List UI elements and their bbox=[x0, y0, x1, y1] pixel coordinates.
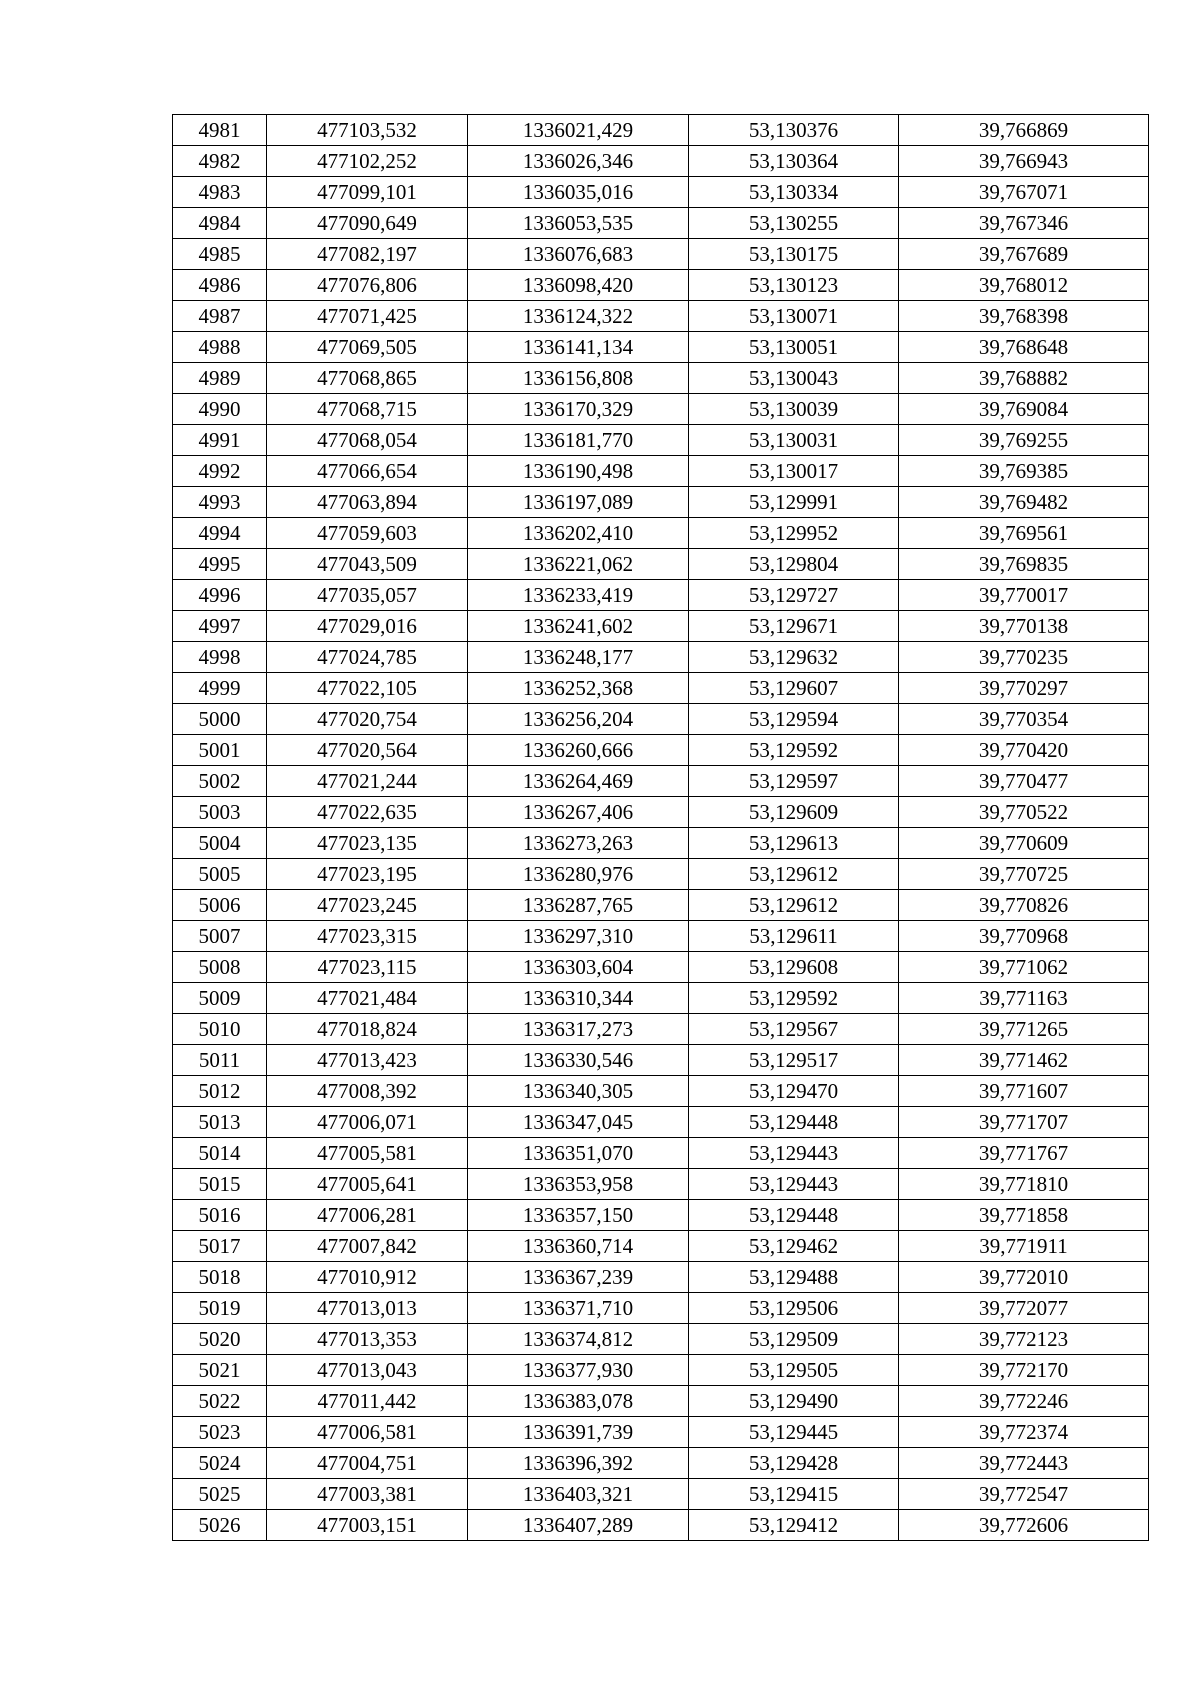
point-number-cell: 5024 bbox=[173, 1448, 267, 1479]
latitude-cell: 53,129470 bbox=[689, 1076, 899, 1107]
latitude-cell: 53,129804 bbox=[689, 549, 899, 580]
x-coordinate-cell: 477024,785 bbox=[267, 642, 468, 673]
y-coordinate-cell: 1336256,204 bbox=[468, 704, 689, 735]
latitude-cell: 53,129517 bbox=[689, 1045, 899, 1076]
longitude-cell: 39,768398 bbox=[899, 301, 1149, 332]
y-coordinate-cell: 1336156,808 bbox=[468, 363, 689, 394]
point-number-cell: 4995 bbox=[173, 549, 267, 580]
longitude-cell: 39,770235 bbox=[899, 642, 1149, 673]
y-coordinate-cell: 1336170,329 bbox=[468, 394, 689, 425]
longitude-cell: 39,772123 bbox=[899, 1324, 1149, 1355]
table-row bbox=[173, 239, 1149, 270]
y-coordinate-cell: 1336202,410 bbox=[468, 518, 689, 549]
longitude-cell: 39,769561 bbox=[899, 518, 1149, 549]
x-coordinate-cell: 477018,824 bbox=[267, 1014, 468, 1045]
point-number-cell: 5002 bbox=[173, 766, 267, 797]
point-number-cell: 5010 bbox=[173, 1014, 267, 1045]
x-coordinate-cell: 477022,105 bbox=[267, 673, 468, 704]
latitude-cell: 53,129592 bbox=[689, 735, 899, 766]
y-coordinate-cell: 1336330,546 bbox=[468, 1045, 689, 1076]
y-coordinate-cell: 1336407,289 bbox=[468, 1510, 689, 1541]
x-coordinate-cell: 477020,754 bbox=[267, 704, 468, 735]
table-row bbox=[173, 1138, 1149, 1169]
x-coordinate-cell: 477103,532 bbox=[267, 115, 468, 146]
y-coordinate-cell: 1336287,765 bbox=[468, 890, 689, 921]
y-coordinate-cell: 1336053,535 bbox=[468, 208, 689, 239]
table-row bbox=[173, 332, 1149, 363]
y-coordinate-cell: 1336317,273 bbox=[468, 1014, 689, 1045]
table-row bbox=[173, 1014, 1149, 1045]
x-coordinate-cell: 477059,603 bbox=[267, 518, 468, 549]
latitude-cell: 53,129612 bbox=[689, 890, 899, 921]
point-number-cell: 4998 bbox=[173, 642, 267, 673]
longitude-cell: 39,770017 bbox=[899, 580, 1149, 611]
x-coordinate-cell: 477035,057 bbox=[267, 580, 468, 611]
longitude-cell: 39,768882 bbox=[899, 363, 1149, 394]
y-coordinate-cell: 1336360,714 bbox=[468, 1231, 689, 1262]
table-row bbox=[173, 1076, 1149, 1107]
latitude-cell: 53,129608 bbox=[689, 952, 899, 983]
y-coordinate-cell: 1336371,710 bbox=[468, 1293, 689, 1324]
point-number-cell: 4988 bbox=[173, 332, 267, 363]
longitude-cell: 39,766869 bbox=[899, 115, 1149, 146]
table-row bbox=[173, 797, 1149, 828]
y-coordinate-cell: 1336181,770 bbox=[468, 425, 689, 456]
point-number-cell: 5026 bbox=[173, 1510, 267, 1541]
latitude-cell: 53,129567 bbox=[689, 1014, 899, 1045]
table-row bbox=[173, 642, 1149, 673]
latitude-cell: 53,129612 bbox=[689, 859, 899, 890]
longitude-cell: 39,770477 bbox=[899, 766, 1149, 797]
x-coordinate-cell: 477013,423 bbox=[267, 1045, 468, 1076]
longitude-cell: 39,771707 bbox=[899, 1107, 1149, 1138]
latitude-cell: 53,129592 bbox=[689, 983, 899, 1014]
table-row bbox=[173, 1479, 1149, 1510]
table-row bbox=[173, 1262, 1149, 1293]
point-number-cell: 4990 bbox=[173, 394, 267, 425]
point-number-cell: 5008 bbox=[173, 952, 267, 983]
longitude-cell: 39,771062 bbox=[899, 952, 1149, 983]
longitude-cell: 39,772170 bbox=[899, 1355, 1149, 1386]
y-coordinate-cell: 1336403,321 bbox=[468, 1479, 689, 1510]
longitude-cell: 39,770420 bbox=[899, 735, 1149, 766]
point-number-cell: 5013 bbox=[173, 1107, 267, 1138]
longitude-cell: 39,770968 bbox=[899, 921, 1149, 952]
x-coordinate-cell: 477068,865 bbox=[267, 363, 468, 394]
longitude-cell: 39,771265 bbox=[899, 1014, 1149, 1045]
x-coordinate-cell: 477021,484 bbox=[267, 983, 468, 1014]
table-row bbox=[173, 1200, 1149, 1231]
latitude-cell: 53,130071 bbox=[689, 301, 899, 332]
latitude-cell: 53,129613 bbox=[689, 828, 899, 859]
latitude-cell: 53,129597 bbox=[689, 766, 899, 797]
table-row bbox=[173, 1324, 1149, 1355]
table-row bbox=[173, 921, 1149, 952]
point-number-cell: 4994 bbox=[173, 518, 267, 549]
point-number-cell: 4984 bbox=[173, 208, 267, 239]
table-row bbox=[173, 487, 1149, 518]
point-number-cell: 5009 bbox=[173, 983, 267, 1014]
table-row bbox=[173, 704, 1149, 735]
latitude-cell: 53,129505 bbox=[689, 1355, 899, 1386]
y-coordinate-cell: 1336273,263 bbox=[468, 828, 689, 859]
longitude-cell: 39,769084 bbox=[899, 394, 1149, 425]
point-number-cell: 4989 bbox=[173, 363, 267, 394]
y-coordinate-cell: 1336021,429 bbox=[468, 115, 689, 146]
longitude-cell: 39,771911 bbox=[899, 1231, 1149, 1262]
latitude-cell: 53,130031 bbox=[689, 425, 899, 456]
point-number-cell: 5003 bbox=[173, 797, 267, 828]
longitude-cell: 39,771462 bbox=[899, 1045, 1149, 1076]
y-coordinate-cell: 1336374,812 bbox=[468, 1324, 689, 1355]
table-row bbox=[173, 1045, 1149, 1076]
x-coordinate-cell: 477023,135 bbox=[267, 828, 468, 859]
longitude-cell: 39,770826 bbox=[899, 890, 1149, 921]
table-row bbox=[173, 828, 1149, 859]
table-row bbox=[173, 146, 1149, 177]
longitude-cell: 39,772443 bbox=[899, 1448, 1149, 1479]
point-number-cell: 5007 bbox=[173, 921, 267, 952]
y-coordinate-cell: 1336233,419 bbox=[468, 580, 689, 611]
longitude-cell: 39,772606 bbox=[899, 1510, 1149, 1541]
longitude-cell: 39,771767 bbox=[899, 1138, 1149, 1169]
longitude-cell: 39,770609 bbox=[899, 828, 1149, 859]
y-coordinate-cell: 1336264,469 bbox=[468, 766, 689, 797]
latitude-cell: 53,129428 bbox=[689, 1448, 899, 1479]
x-coordinate-cell: 477013,013 bbox=[267, 1293, 468, 1324]
longitude-cell: 39,772547 bbox=[899, 1479, 1149, 1510]
latitude-cell: 53,129415 bbox=[689, 1479, 899, 1510]
x-coordinate-cell: 477069,505 bbox=[267, 332, 468, 363]
longitude-cell: 39,771858 bbox=[899, 1200, 1149, 1231]
latitude-cell: 53,130376 bbox=[689, 115, 899, 146]
point-number-cell: 4992 bbox=[173, 456, 267, 487]
latitude-cell: 53,130043 bbox=[689, 363, 899, 394]
table-row bbox=[173, 115, 1149, 146]
x-coordinate-cell: 477006,071 bbox=[267, 1107, 468, 1138]
table-row bbox=[173, 394, 1149, 425]
longitude-cell: 39,769385 bbox=[899, 456, 1149, 487]
latitude-cell: 53,130334 bbox=[689, 177, 899, 208]
latitude-cell: 53,129506 bbox=[689, 1293, 899, 1324]
point-number-cell: 5001 bbox=[173, 735, 267, 766]
latitude-cell: 53,129611 bbox=[689, 921, 899, 952]
longitude-cell: 39,770522 bbox=[899, 797, 1149, 828]
table-row bbox=[173, 1231, 1149, 1262]
x-coordinate-cell: 477022,635 bbox=[267, 797, 468, 828]
point-number-cell: 4983 bbox=[173, 177, 267, 208]
x-coordinate-cell: 477007,842 bbox=[267, 1231, 468, 1262]
latitude-cell: 53,129443 bbox=[689, 1138, 899, 1169]
latitude-cell: 53,130051 bbox=[689, 332, 899, 363]
longitude-cell: 39,771810 bbox=[899, 1169, 1149, 1200]
x-coordinate-cell: 477010,912 bbox=[267, 1262, 468, 1293]
y-coordinate-cell: 1336351,070 bbox=[468, 1138, 689, 1169]
table-row bbox=[173, 952, 1149, 983]
latitude-cell: 53,129509 bbox=[689, 1324, 899, 1355]
table-row bbox=[173, 1107, 1149, 1138]
latitude-cell: 53,130039 bbox=[689, 394, 899, 425]
x-coordinate-cell: 477068,054 bbox=[267, 425, 468, 456]
x-coordinate-cell: 477013,353 bbox=[267, 1324, 468, 1355]
point-number-cell: 5025 bbox=[173, 1479, 267, 1510]
y-coordinate-cell: 1336190,498 bbox=[468, 456, 689, 487]
table-row bbox=[173, 1510, 1149, 1541]
table-row bbox=[173, 1448, 1149, 1479]
x-coordinate-cell: 477023,315 bbox=[267, 921, 468, 952]
latitude-cell: 53,130175 bbox=[689, 239, 899, 270]
x-coordinate-cell: 477011,442 bbox=[267, 1386, 468, 1417]
x-coordinate-cell: 477013,043 bbox=[267, 1355, 468, 1386]
latitude-cell: 53,129727 bbox=[689, 580, 899, 611]
latitude-cell: 53,130255 bbox=[689, 208, 899, 239]
table-row bbox=[173, 766, 1149, 797]
longitude-cell: 39,768012 bbox=[899, 270, 1149, 301]
longitude-cell: 39,772374 bbox=[899, 1417, 1149, 1448]
longitude-cell: 39,766943 bbox=[899, 146, 1149, 177]
x-coordinate-cell: 477090,649 bbox=[267, 208, 468, 239]
x-coordinate-cell: 477003,381 bbox=[267, 1479, 468, 1510]
longitude-cell: 39,771607 bbox=[899, 1076, 1149, 1107]
longitude-cell: 39,768648 bbox=[899, 332, 1149, 363]
point-number-cell: 4993 bbox=[173, 487, 267, 518]
y-coordinate-cell: 1336141,134 bbox=[468, 332, 689, 363]
x-coordinate-cell: 477021,244 bbox=[267, 766, 468, 797]
longitude-cell: 39,769835 bbox=[899, 549, 1149, 580]
x-coordinate-cell: 477071,425 bbox=[267, 301, 468, 332]
longitude-cell: 39,771163 bbox=[899, 983, 1149, 1014]
table-row bbox=[173, 177, 1149, 208]
longitude-cell: 39,772010 bbox=[899, 1262, 1149, 1293]
point-number-cell: 5012 bbox=[173, 1076, 267, 1107]
latitude-cell: 53,129609 bbox=[689, 797, 899, 828]
point-number-cell: 5017 bbox=[173, 1231, 267, 1262]
latitude-cell: 53,130123 bbox=[689, 270, 899, 301]
coordinates-table-body bbox=[173, 115, 1149, 1541]
point-number-cell: 5021 bbox=[173, 1355, 267, 1386]
table-row bbox=[173, 301, 1149, 332]
point-number-cell: 4981 bbox=[173, 115, 267, 146]
table-row bbox=[173, 208, 1149, 239]
table-row bbox=[173, 270, 1149, 301]
point-number-cell: 4985 bbox=[173, 239, 267, 270]
longitude-cell: 39,770138 bbox=[899, 611, 1149, 642]
table-row bbox=[173, 518, 1149, 549]
y-coordinate-cell: 1336310,344 bbox=[468, 983, 689, 1014]
y-coordinate-cell: 1336026,346 bbox=[468, 146, 689, 177]
table-row bbox=[173, 1293, 1149, 1324]
table-row bbox=[173, 456, 1149, 487]
y-coordinate-cell: 1336221,062 bbox=[468, 549, 689, 580]
point-number-cell: 4986 bbox=[173, 270, 267, 301]
point-number-cell: 5019 bbox=[173, 1293, 267, 1324]
y-coordinate-cell: 1336098,420 bbox=[468, 270, 689, 301]
x-coordinate-cell: 477076,806 bbox=[267, 270, 468, 301]
latitude-cell: 53,129490 bbox=[689, 1386, 899, 1417]
x-coordinate-cell: 477066,654 bbox=[267, 456, 468, 487]
table-row bbox=[173, 983, 1149, 1014]
latitude-cell: 53,129594 bbox=[689, 704, 899, 735]
point-number-cell: 5016 bbox=[173, 1200, 267, 1231]
y-coordinate-cell: 1336391,739 bbox=[468, 1417, 689, 1448]
table-row bbox=[173, 363, 1149, 394]
point-number-cell: 4987 bbox=[173, 301, 267, 332]
point-number-cell: 5023 bbox=[173, 1417, 267, 1448]
y-coordinate-cell: 1336357,150 bbox=[468, 1200, 689, 1231]
longitude-cell: 39,767689 bbox=[899, 239, 1149, 270]
point-number-cell: 5006 bbox=[173, 890, 267, 921]
point-number-cell: 5011 bbox=[173, 1045, 267, 1076]
y-coordinate-cell: 1336267,406 bbox=[468, 797, 689, 828]
table-row bbox=[173, 859, 1149, 890]
x-coordinate-cell: 477063,894 bbox=[267, 487, 468, 518]
latitude-cell: 53,129488 bbox=[689, 1262, 899, 1293]
x-coordinate-cell: 477099,101 bbox=[267, 177, 468, 208]
x-coordinate-cell: 477006,581 bbox=[267, 1417, 468, 1448]
point-number-cell: 5004 bbox=[173, 828, 267, 859]
longitude-cell: 39,767071 bbox=[899, 177, 1149, 208]
latitude-cell: 53,129443 bbox=[689, 1169, 899, 1200]
x-coordinate-cell: 477082,197 bbox=[267, 239, 468, 270]
latitude-cell: 53,129607 bbox=[689, 673, 899, 704]
y-coordinate-cell: 1336260,666 bbox=[468, 735, 689, 766]
y-coordinate-cell: 1336297,310 bbox=[468, 921, 689, 952]
latitude-cell: 53,129991 bbox=[689, 487, 899, 518]
table-row bbox=[173, 1355, 1149, 1386]
y-coordinate-cell: 1336303,604 bbox=[468, 952, 689, 983]
table-row bbox=[173, 580, 1149, 611]
x-coordinate-cell: 477102,252 bbox=[267, 146, 468, 177]
point-number-cell: 5015 bbox=[173, 1169, 267, 1200]
x-coordinate-cell: 477023,245 bbox=[267, 890, 468, 921]
latitude-cell: 53,129462 bbox=[689, 1231, 899, 1262]
latitude-cell: 53,129632 bbox=[689, 642, 899, 673]
x-coordinate-cell: 477023,195 bbox=[267, 859, 468, 890]
latitude-cell: 53,129671 bbox=[689, 611, 899, 642]
y-coordinate-cell: 1336383,078 bbox=[468, 1386, 689, 1417]
x-coordinate-cell: 477006,281 bbox=[267, 1200, 468, 1231]
y-coordinate-cell: 1336252,368 bbox=[468, 673, 689, 704]
point-number-cell: 5022 bbox=[173, 1386, 267, 1417]
table-row bbox=[173, 1169, 1149, 1200]
y-coordinate-cell: 1336124,322 bbox=[468, 301, 689, 332]
point-number-cell: 5014 bbox=[173, 1138, 267, 1169]
y-coordinate-cell: 1336280,976 bbox=[468, 859, 689, 890]
y-coordinate-cell: 1336353,958 bbox=[468, 1169, 689, 1200]
table-row bbox=[173, 611, 1149, 642]
x-coordinate-cell: 477043,509 bbox=[267, 549, 468, 580]
y-coordinate-cell: 1336076,683 bbox=[468, 239, 689, 270]
longitude-cell: 39,772077 bbox=[899, 1293, 1149, 1324]
x-coordinate-cell: 477068,715 bbox=[267, 394, 468, 425]
coordinates-table bbox=[172, 114, 1149, 1541]
table-row bbox=[173, 673, 1149, 704]
table-row bbox=[173, 425, 1149, 456]
x-coordinate-cell: 477005,581 bbox=[267, 1138, 468, 1169]
point-number-cell: 5000 bbox=[173, 704, 267, 735]
point-number-cell: 4982 bbox=[173, 146, 267, 177]
longitude-cell: 39,769255 bbox=[899, 425, 1149, 456]
y-coordinate-cell: 1336377,930 bbox=[468, 1355, 689, 1386]
x-coordinate-cell: 477005,641 bbox=[267, 1169, 468, 1200]
latitude-cell: 53,129952 bbox=[689, 518, 899, 549]
latitude-cell: 53,129448 bbox=[689, 1107, 899, 1138]
point-number-cell: 5018 bbox=[173, 1262, 267, 1293]
point-number-cell: 4991 bbox=[173, 425, 267, 456]
y-coordinate-cell: 1336340,305 bbox=[468, 1076, 689, 1107]
point-number-cell: 5020 bbox=[173, 1324, 267, 1355]
x-coordinate-cell: 477004,751 bbox=[267, 1448, 468, 1479]
table-row bbox=[173, 1417, 1149, 1448]
latitude-cell: 53,130017 bbox=[689, 456, 899, 487]
latitude-cell: 53,129445 bbox=[689, 1417, 899, 1448]
table-row bbox=[173, 549, 1149, 580]
longitude-cell: 39,769482 bbox=[899, 487, 1149, 518]
table-row bbox=[173, 1386, 1149, 1417]
x-coordinate-cell: 477020,564 bbox=[267, 735, 468, 766]
y-coordinate-cell: 1336241,602 bbox=[468, 611, 689, 642]
latitude-cell: 53,129412 bbox=[689, 1510, 899, 1541]
y-coordinate-cell: 1336396,392 bbox=[468, 1448, 689, 1479]
longitude-cell: 39,770725 bbox=[899, 859, 1149, 890]
table-row bbox=[173, 735, 1149, 766]
latitude-cell: 53,129448 bbox=[689, 1200, 899, 1231]
y-coordinate-cell: 1336035,016 bbox=[468, 177, 689, 208]
x-coordinate-cell: 477029,016 bbox=[267, 611, 468, 642]
longitude-cell: 39,770354 bbox=[899, 704, 1149, 735]
point-number-cell: 5005 bbox=[173, 859, 267, 890]
x-coordinate-cell: 477023,115 bbox=[267, 952, 468, 983]
y-coordinate-cell: 1336367,239 bbox=[468, 1262, 689, 1293]
table-row bbox=[173, 890, 1149, 921]
point-number-cell: 4997 bbox=[173, 611, 267, 642]
latitude-cell: 53,130364 bbox=[689, 146, 899, 177]
longitude-cell: 39,770297 bbox=[899, 673, 1149, 704]
y-coordinate-cell: 1336197,089 bbox=[468, 487, 689, 518]
x-coordinate-cell: 477003,151 bbox=[267, 1510, 468, 1541]
point-number-cell: 4999 bbox=[173, 673, 267, 704]
longitude-cell: 39,772246 bbox=[899, 1386, 1149, 1417]
point-number-cell: 4996 bbox=[173, 580, 267, 611]
y-coordinate-cell: 1336347,045 bbox=[468, 1107, 689, 1138]
x-coordinate-cell: 477008,392 bbox=[267, 1076, 468, 1107]
longitude-cell: 39,767346 bbox=[899, 208, 1149, 239]
y-coordinate-cell: 1336248,177 bbox=[468, 642, 689, 673]
